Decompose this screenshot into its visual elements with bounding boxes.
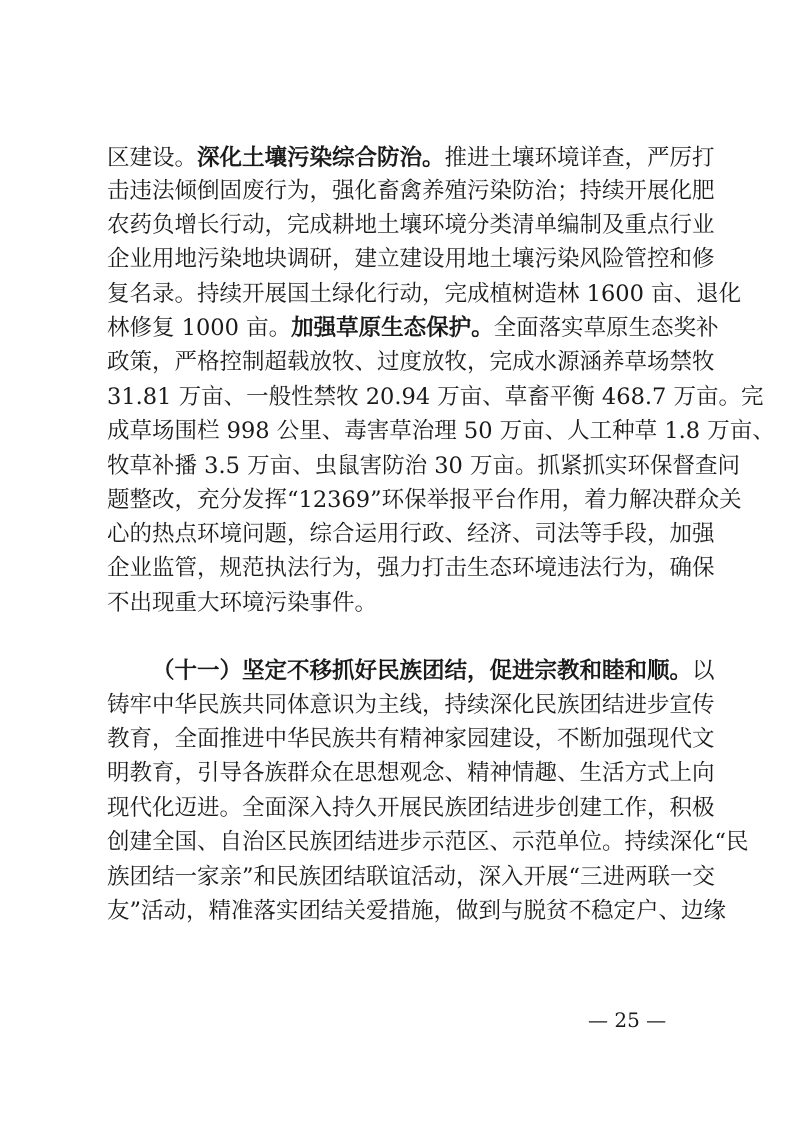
page-number: — 25 — [588, 1008, 667, 1032]
text-segment: 林修复 1000 亩。 [107, 315, 292, 341]
text-line [107, 758, 715, 788]
text-segment: 以 [692, 658, 715, 684]
text-line [107, 553, 715, 583]
text-segment: 心的热点环境问题，综合运用行政、经济、司法等手段，加强 [107, 521, 715, 547]
text-segment: 题整改，充分发挥“12369”环保举报平台作用，着力解决群众关 [107, 487, 742, 513]
text-line [107, 244, 715, 274]
text-segment: 族团结一家亲”和民族团结联谊活动，深入开展“三进两联一交 [107, 864, 716, 890]
text-segment: 牧草补播 3.5 万亩、虫鼠害防治 30 万亩。抓紧抓实环保督查问 [107, 453, 741, 479]
text-line [107, 347, 715, 377]
text-line [107, 176, 715, 206]
text-line [107, 827, 749, 857]
text-segment: 击违法倾倒固废行为，强化畜禽养殖污染防治；持续开展化肥 [107, 178, 715, 204]
text-line [107, 896, 727, 926]
text-segment: 现代化迈进。全面深入持久开展民族团结进步创建工作，积极 [107, 795, 715, 821]
text-line [107, 862, 716, 892]
text-segment: 教育，全面推进中华民族共有精神家园建设，不断加强现代文 [107, 726, 715, 752]
text-segment: 复名录。持续开展国土绿化行动，完成植树造林 1600 亩、退化 [107, 281, 742, 307]
text-segment: 农药负增长行动，完成耕地土壤环境分类清单编制及重点行业 [107, 212, 715, 238]
text-segment: 创建全国、自治区民族团结进步示范区、示范单位。持续深化“民 [107, 829, 749, 855]
text-line [107, 485, 742, 515]
bold-heading-text: （十一）坚定不移抓好民族团结，促进宗教和睦和顺。 [152, 658, 693, 684]
text-line [107, 793, 715, 823]
bold-heading-text: 深化土壤污染综合防治。 [197, 145, 445, 171]
text-line [107, 724, 715, 754]
text-segment: 不出现重大环境污染事件。 [107, 590, 378, 616]
text-segment: 31.81 万亩、一般性禁牧 20.94 万亩、草畜平衡 468.7 万亩。完 [107, 384, 764, 410]
text-line [107, 313, 719, 343]
text-line [107, 690, 715, 720]
text-segment: 全面落实草原生态奖补 [493, 315, 719, 341]
text-line [107, 416, 775, 446]
text-segment: 推进土壤环境详查，严厉打 [444, 145, 715, 171]
text-segment: 友”活动，精准落实团结关爱措施，做到与脱贫不稳定户、边缘 [107, 898, 727, 924]
text-segment: 企业用地污染地块调研，建立建设用地土壤污染风险管控和修 [107, 246, 715, 272]
text-segment: 区建设。 [107, 145, 198, 171]
text-line [152, 656, 715, 686]
text-segment: 政策，严格控制超载放牧、过度放牧，完成水源涵养草场禁牧 [107, 349, 715, 375]
text-segment: 明教育，引导各族群众在思想观念、精神情趣、生活方式上向 [107, 760, 715, 786]
text-line [107, 451, 741, 481]
text-segment: 铸牢中华民族共同体意识为主线，持续深化民族团结进步宣传 [107, 692, 715, 718]
text-segment: 企业监管，规范执法行为，强力打击生态环境违法行为，确保 [107, 555, 715, 581]
text-line [107, 519, 715, 549]
text-line [107, 588, 693, 618]
bold-heading-text: 加强草原生态保护。 [291, 315, 494, 341]
text-segment: 成草场围栏 998 公里、毒害草治理 50 万亩、人工种草 1.8 万亩、 [107, 418, 775, 444]
text-line [107, 382, 764, 412]
text-line [107, 279, 742, 309]
text-line [107, 143, 715, 173]
text-line [107, 210, 715, 240]
